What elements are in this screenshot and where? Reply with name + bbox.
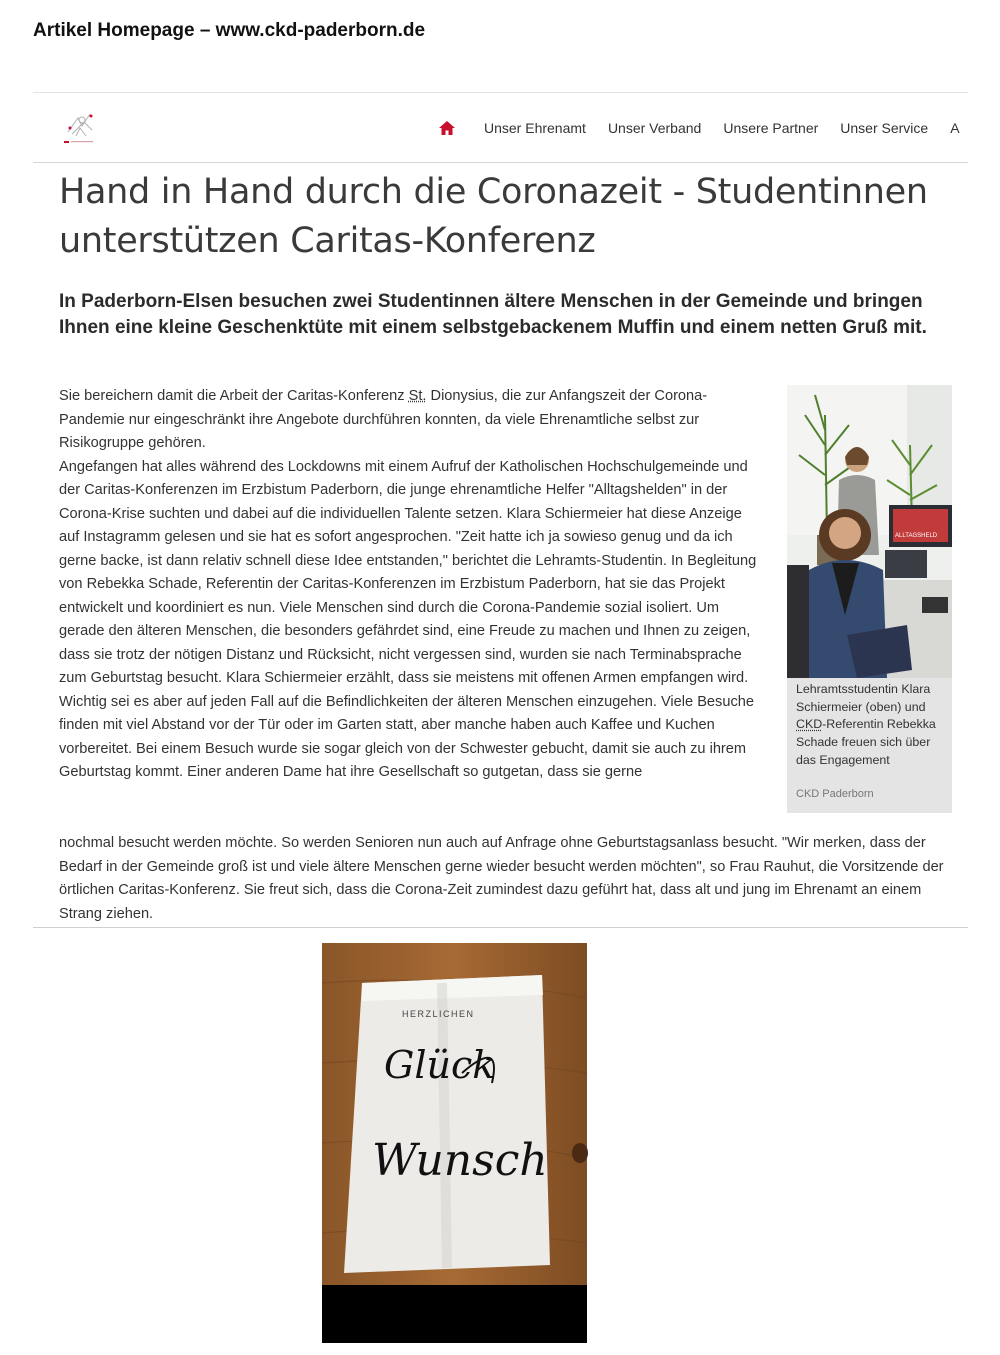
gift-bag-photo[interactable] xyxy=(322,943,587,1343)
nav-item-truncated[interactable]: A xyxy=(950,120,960,136)
nav-item-ehrenamt[interactable]: Unser Ehrenamt xyxy=(484,120,586,136)
home-icon[interactable] xyxy=(438,119,458,137)
nav-item-partner[interactable]: Unsere Partner xyxy=(723,120,819,136)
bag-script-word-2: Wunsch xyxy=(372,1135,548,1186)
photo-caption xyxy=(796,681,946,770)
article-title-line-2: unterstützen Caritas-Konferenz xyxy=(59,221,596,261)
caption-text-a: Lehramtsstudentin Klara Schiermeier (oben) und xyxy=(796,682,931,714)
bag-script-word-1: Glück xyxy=(384,1043,496,1087)
article-body xyxy=(59,385,764,785)
nav-item-service[interactable]: Unser Service xyxy=(840,120,929,136)
article-paragraph-2: Angefangen hat alles während des Lockdowns mit einem Aufruf der Katholischen Hochschulgemeinde und der Caritas-Konferenzen im Erzbistum Paderborn, die junge ehrenamtliche Helfer "Alltagshelden" in der Corona-Krise suchten und dabei auf die individuellen Talente setzen. Klara Schiermeier hat diese Anzeige auf Instagramm gelesen und sie hat es sofort angesprochen. "Zeit hatte ich ja sowieso genug und da ich gerne backe, ist dann relativ schnell diese Idee entstanden," berichtet die Lehramts-Studentin. In Begleitung von Rebekka Schade, Referentin der Caritas-Konferenzen im Erzbistum Paderborn, hat sie das Projekt entwickelt und koordiniert es nun. Viele Menschen sind durch die Corona-Pandemie sozial isoliert. Um gerade den älteren Menschen, die besonders gefährdet sind, eine Freude zu machen und Ihnen zu zeigen, dass sie trotz der nötigen Distanz und Rücksicht, nicht vergessen sind, wurden sie nach Terminabsprache zum Geburtstag besucht. Klara Schiermeier erzählt, dass sie meistens mit offenen Armen empfangen wird. Wichtig sei es aber auf jeden Fall auf die Befindlichkeiten der älteren Menschen einzugehen. Viele Besuche finden mit viel Abstand vor der Tür oder im Garten statt, aber manche haben auch Kaffee und Kuchen vorbereitet. Bei einem Besuch wurde sie sogar gleich von der Schwester gebucht, damit sie auch zu ihrem Geburtstag kommt. Einer anderen Dame hat ihre Gesellschaft so gutgetan, dass sie gerne xyxy=(59,458,757,780)
article-paragraph-1 xyxy=(59,385,764,456)
paragraph-1-text-a: Sie bereichern damit die Arbeit der Caritas-Konferenz xyxy=(59,388,409,404)
ckd-logo[interactable] xyxy=(60,106,100,148)
bag-top-text: HERZLICHEN xyxy=(402,1009,475,1019)
top-divider xyxy=(33,92,968,93)
article-lead: In Paderborn-Elsen besuchen zwei Studentinnen ältere Menschen in der Gemeinde und bringen Ihnen eine kleine Geschenktüte mit einem selbstgebackenem Muffin und einem netten Gruß mit. xyxy=(59,291,927,338)
nav-item-verband[interactable]: Unser Verband xyxy=(607,120,702,136)
main-navigation xyxy=(438,118,958,138)
photo-credit: CKD Paderborn xyxy=(796,788,874,800)
caption-abbreviation-ckd: CKD xyxy=(796,717,823,732)
document-heading: Artikel Homepage – www.ckd-paderborn.de xyxy=(33,20,426,41)
caption-text-c: -Referentin Rebekka Schade freuen sich über das Engagement xyxy=(796,717,936,767)
photo-card xyxy=(787,385,952,813)
article-title-line-1: Hand in Hand durch die Coronazeit - Studentinnen xyxy=(59,172,928,212)
article-divider xyxy=(33,927,968,928)
article-title xyxy=(59,168,959,266)
nav-divider xyxy=(33,162,968,163)
abbreviation-st: St. xyxy=(408,388,427,404)
team-photo[interactable] xyxy=(787,385,952,678)
monitor-screen-text: ALLTAGSHELD xyxy=(895,533,938,539)
paragraph-1-text-c: Dionysius, die zur Anfangszeit der Corona-Pandemie nur eingeschränkt ihre Angebote durchführen konnten, da viele Ehrenamtliche selbst zur Risikogruppe gehören. xyxy=(59,388,708,451)
article-paragraph-2-continued: nochmal besucht werden möchte. So werden Senioren nun auch auf Anfrage ohne Geburtstagsanlass besucht. "Wir merken, dass der Bedarf in der Gemeinde groß ist und viele ältere Menschen gerne wieder besucht werden möchten", so Frau Rauhut, die Vorsitzende der örtlichen Caritas-Konferenz. Sie freut sich, dass die Corona-Zeit zumindest dazu geführt hat, dass alt und jung im Ehrenamt an einem Strang ziehen. xyxy=(59,835,944,922)
